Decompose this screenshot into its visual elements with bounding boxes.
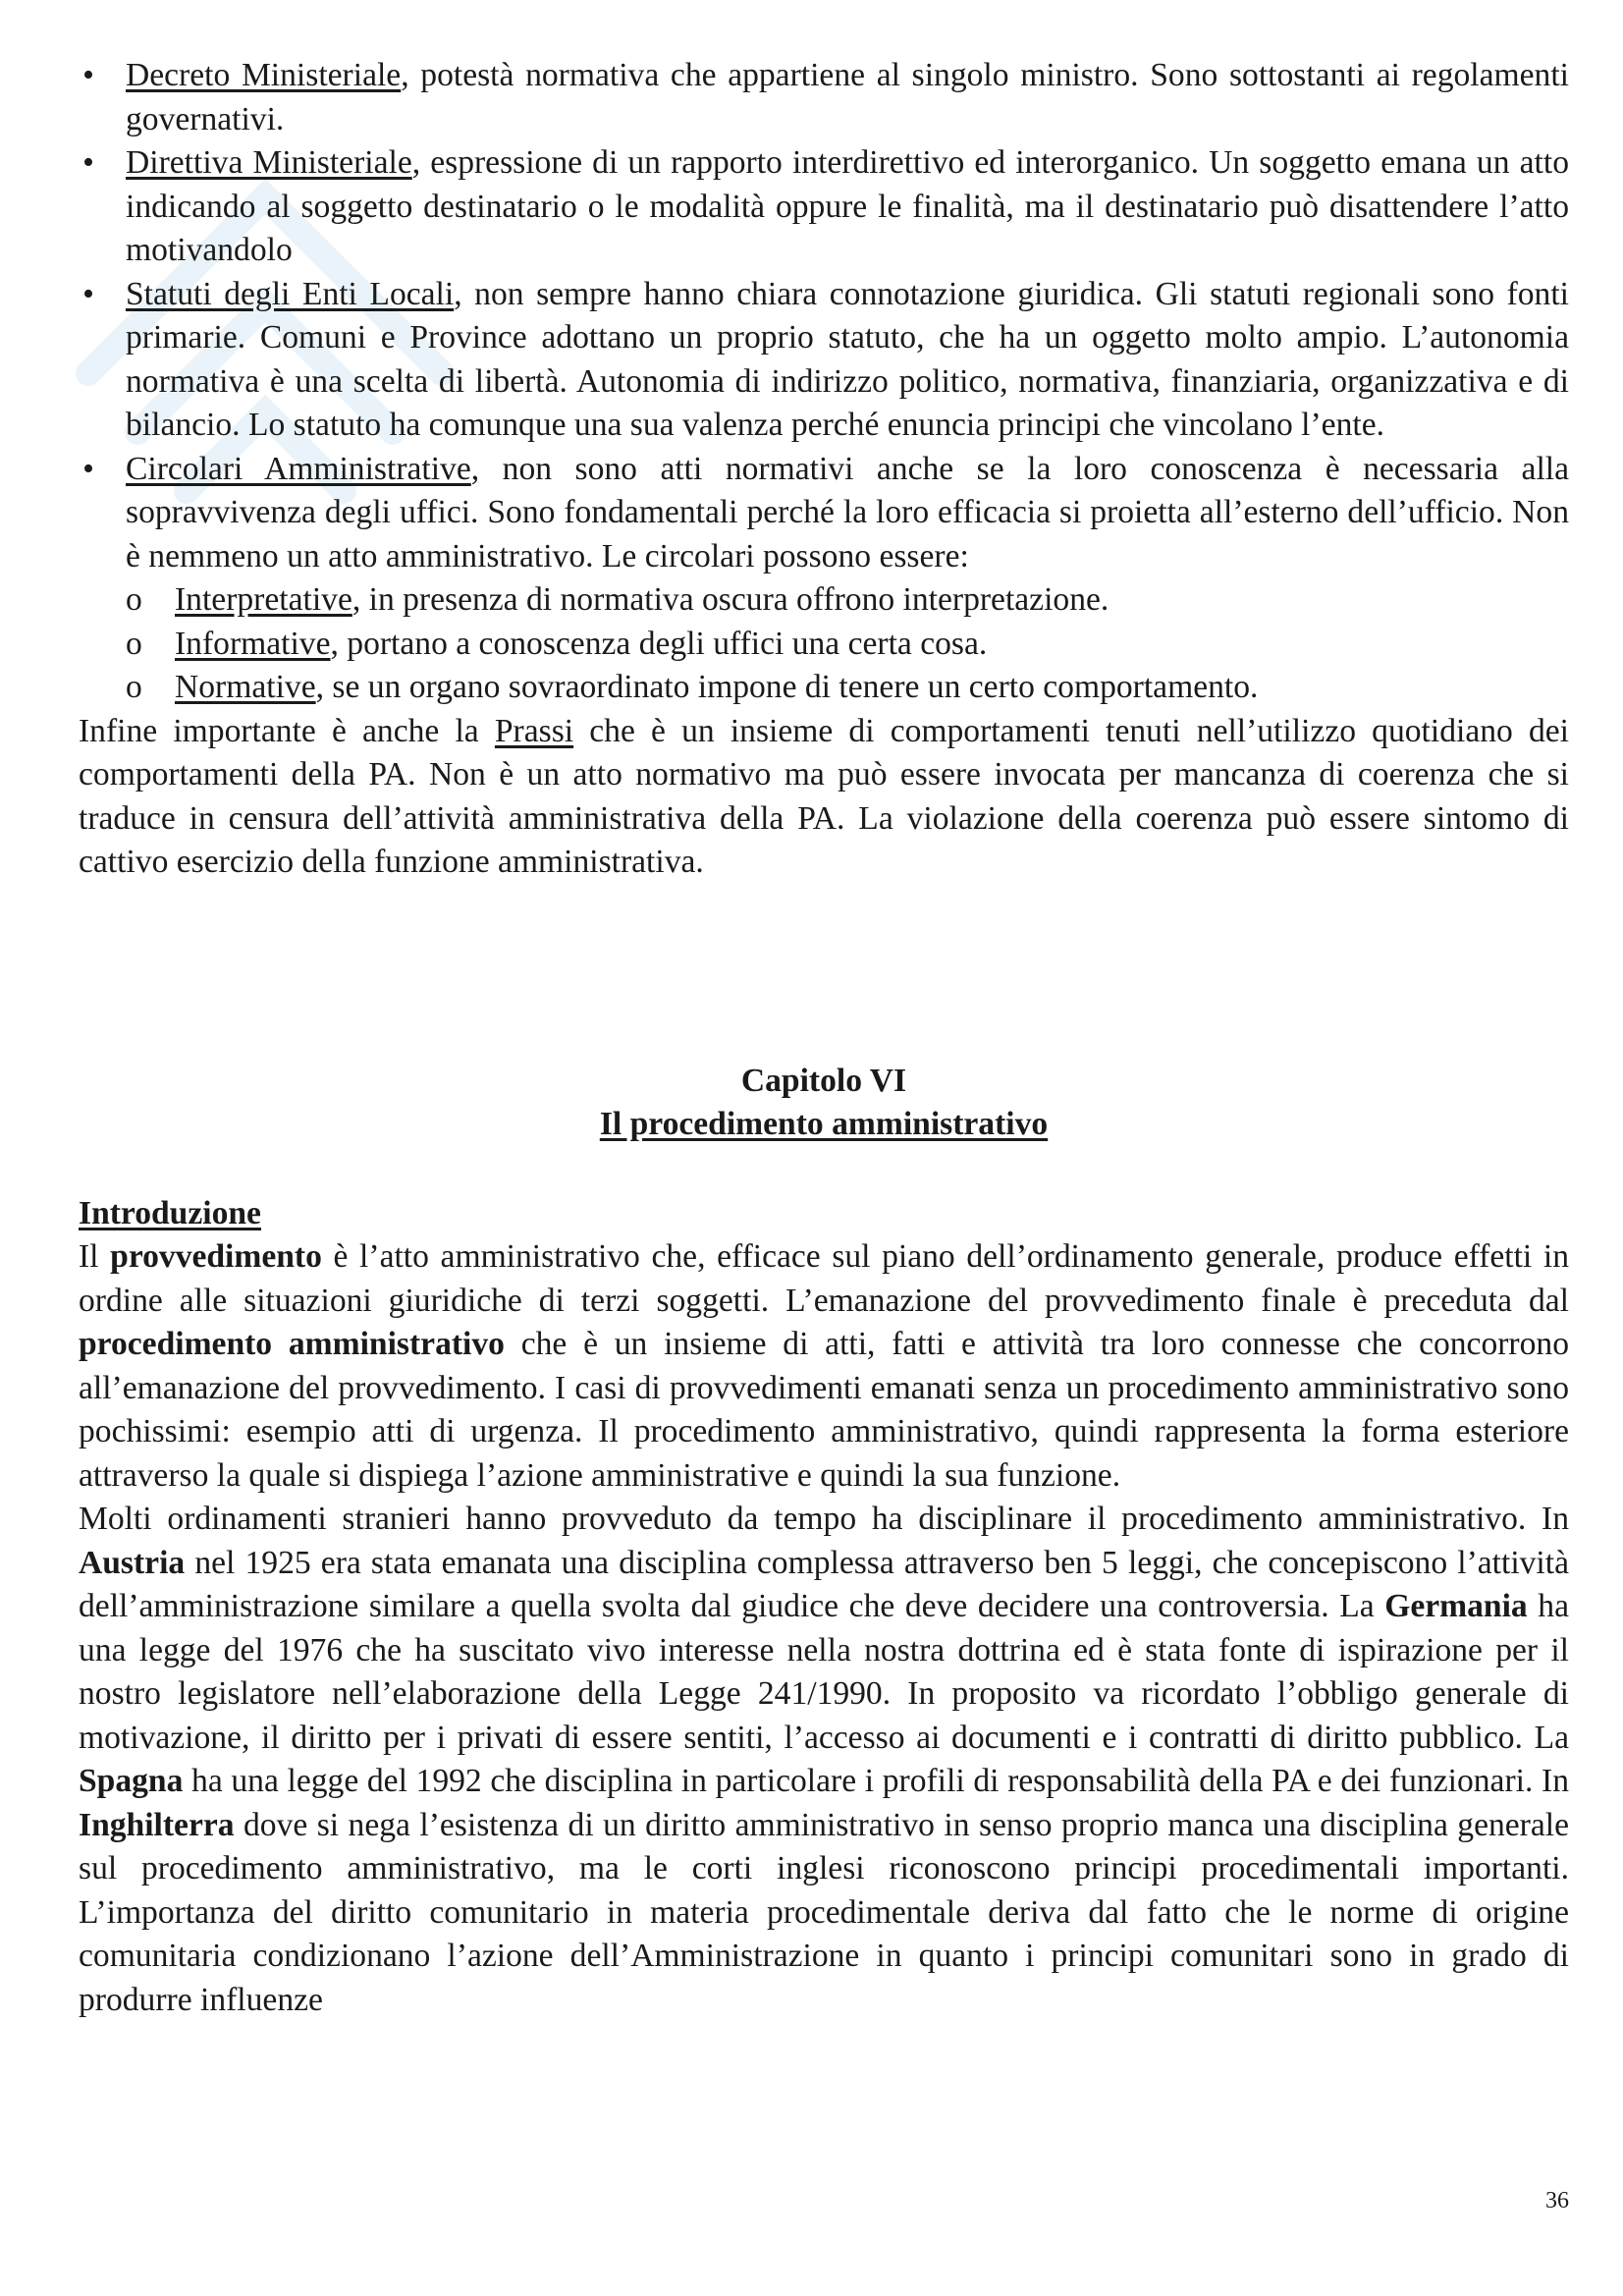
spacer bbox=[79, 885, 1569, 1060]
circle-bullet-icon: o bbox=[126, 581, 142, 618]
prassi-term: Prassi bbox=[494, 712, 574, 749]
chapter-number: Capitolo VI bbox=[740, 1062, 907, 1099]
sub-text: , portano a conoscenza degli uffici una certa cosa. bbox=[330, 625, 988, 662]
spacer bbox=[79, 1147, 1569, 1192]
bullet-icon: • bbox=[82, 450, 94, 487]
circle-bullet-icon: o bbox=[126, 625, 142, 662]
paragraph-text: dove si nega l’esistenza di un diritto amministrativo in senso proprio manca una disciplina generale sul procedimento amministrativo, ma le corti inglesi riconoscono principi procedimentali importanti. L’importanza del diritto comunitario in materia procedimentale deriva dal fatto che le norme di origine comunitaria condizionano l’azione dell’Amministrazione in quanto i principi comunitari sono in grado di produrre influenze bbox=[79, 1806, 1569, 2018]
sub-list-item bbox=[79, 578, 1569, 623]
bullet-icon: • bbox=[82, 144, 94, 181]
bold-term: Germania bbox=[1384, 1588, 1528, 1624]
intro-paragraph bbox=[79, 1235, 1569, 1498]
sub-text: , se un organo sovraordinato impone di tenere un certo comportamento. bbox=[315, 669, 1259, 705]
sub-list-item bbox=[79, 623, 1569, 667]
sub-term: Interpretative bbox=[175, 581, 352, 618]
paragraph-text: ha una legge del 1976 che ha suscitato vivo interesse nella nostra dottrina ed è stata fonte di ispirazione per il nostro legislatore nell’elaborazione della Legge 241/1990. In proposito va ricordato l’obbligo generale di motivazione, il diritto per i privati di essere sentiti, l’accesso ai documenti e i contratti di diritto pubblico. La bbox=[79, 1588, 1569, 1756]
sub-list-item bbox=[79, 666, 1569, 710]
section-heading: Introduzione bbox=[79, 1194, 261, 1231]
bullet-icon: • bbox=[82, 275, 94, 312]
bullet-term: Statuti degli Enti Locali bbox=[126, 275, 455, 312]
bullet-term: Decreto Ministeriale bbox=[126, 57, 402, 93]
list-item bbox=[79, 273, 1569, 448]
bullet-icon: • bbox=[82, 57, 94, 93]
list-item bbox=[79, 141, 1569, 273]
sub-term: Normative bbox=[175, 669, 316, 705]
paragraph-text: è l’atto amministrativo che, efficace sul piano dell’ordinamento generale, produce effetti in ordine alle situazioni giuridiche di terzi soggetti. L’emanazione del provvedimento finale è preceduta dal bbox=[79, 1238, 1570, 1319]
list-item bbox=[79, 448, 1569, 579]
prassi-text-before: Infine importante è anche la bbox=[79, 712, 495, 749]
prassi-paragraph bbox=[79, 710, 1569, 885]
bold-term: Spagna bbox=[79, 1763, 184, 1799]
bullet-text: , espressione di un rapporto interdirettivo ed interorganico. Un soggetto emana un atto indicando al soggetto destinatario o le modalità oppure le finalità, ma il destinatario può disattendere l’atto motivandolo bbox=[126, 144, 1569, 268]
sub-text: , in presenza di normativa oscura offrono interpretazione. bbox=[352, 581, 1109, 618]
paragraph-text: che è un insieme di atti, fatti e attività tra loro connesse che concorrono all’emanazione del provvedimento. I casi di provvedimenti emanati senza un procedimento amministrativo sono pochissimi: esempio atti di urgenza. Il procedimento amministrativo, quindi rappresenta la forma esteriore attraverso la quale si dispiega l’azione amministrative e quindi la sua funzione. bbox=[79, 1326, 1569, 1494]
bullet-term: Circolari Amministrative bbox=[126, 450, 471, 487]
bullet-list bbox=[79, 54, 1569, 578]
foreign-systems-paragraph bbox=[79, 1498, 1569, 2022]
paragraph-text: nel 1925 era stata emanata una disciplina complessa attraverso ben 5 leggi, che concepiscono l’attività dell’amministrazione similare a quella svolta dal giudice che deve decidere una controversia. La bbox=[79, 1544, 1569, 1624]
prassi-text-after: che è un insieme di comportamenti tenuti nell’utilizzo quotidiano dei comportamenti della PA. Non è un atto normativo ma può essere invocata per mancanza di coerenza che si traduce in censura dell’attività amministrativa della PA. La violazione della coerenza può essere sintomo di cattivo esercizio della funzione amministrativa. bbox=[79, 712, 1569, 880]
document-page bbox=[79, 54, 1569, 2022]
chapter-title: Il procedimento amministrativo bbox=[599, 1106, 1049, 1142]
sub-list bbox=[79, 578, 1569, 710]
chapter-heading bbox=[79, 1060, 1569, 1147]
bullet-text: , non sono atti normativi anche se la loro conoscenza è necessaria alla sopravvivenza degli uffici. Sono fondamentali perché la loro efficacia si proietta all’esterno dell’ufficio. Non è nemmeno un atto amministrativo. Le circolari possono essere: bbox=[126, 450, 1570, 574]
paragraph-text: ha una legge del 1992 che disciplina in particolare i profili di responsabilità della PA e dei funzionari. In bbox=[183, 1763, 1569, 1799]
bold-term: procedimento amministrativo bbox=[79, 1326, 505, 1362]
paragraph-text: Molti ordinamenti stranieri hanno provveduto da tempo ha disciplinare il procedimento amministrativo. In bbox=[79, 1501, 1569, 1537]
list-item bbox=[79, 54, 1569, 141]
bullet-text: , potestà normativa che appartiene al singolo ministro. Sono sottostanti ai regolamenti governativi. bbox=[126, 57, 1569, 137]
sub-term: Informative bbox=[175, 625, 331, 662]
page-number: 36 bbox=[1545, 2188, 1569, 2214]
bold-term: Austria bbox=[79, 1544, 186, 1581]
paragraph-text: Il bbox=[79, 1238, 111, 1275]
bold-term: Inghilterra bbox=[79, 1806, 235, 1843]
bullet-text: , non sempre hanno chiara connotazione giuridica. Gli statuti regionali sono fonti primarie. Comuni e Province adottano un proprio statuto, che ha un oggetto molto ampio. L’autonomia normativa è una scelta di libertà. Autonomia di indirizzo politico, normativa, finanziaria, organizzativa e di bilancio. Lo statuto ha comunque una sua valenza perché enuncia principi che vincolano l’ente. bbox=[126, 275, 1569, 443]
circle-bullet-icon: o bbox=[126, 669, 142, 705]
bold-term: provvedimento bbox=[110, 1238, 322, 1275]
bullet-term: Direttiva Ministeriale bbox=[126, 144, 412, 181]
